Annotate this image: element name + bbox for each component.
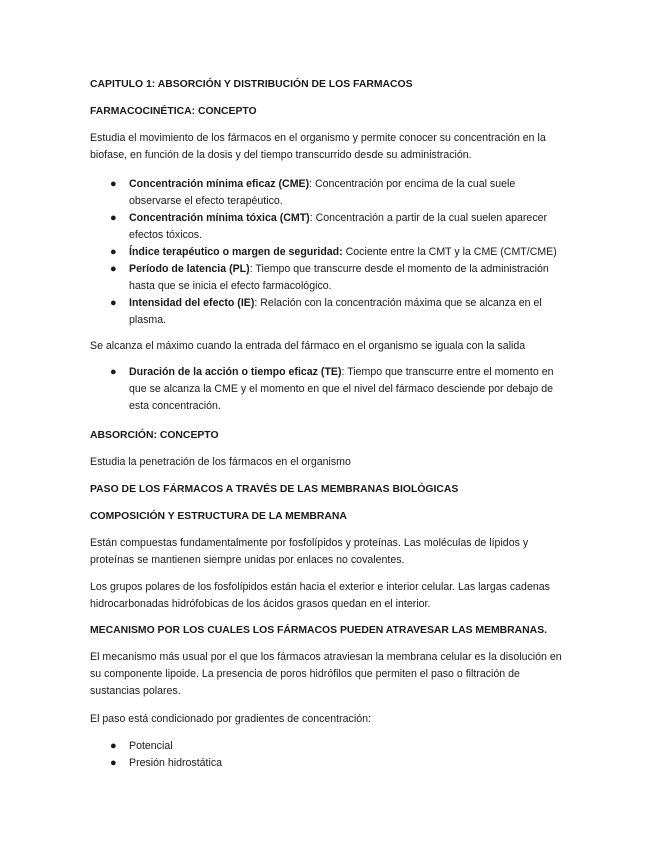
heading-mecanismo: MECANISMO POR LOS CUALES LOS FÁRMACOS PUEDEN ATRAVESAR LAS MEMBRANAS.: [90, 625, 548, 636]
list-item: ● Concentración mínima eficaz (CME): Concentración por encima de la cual suele observarse el efecto terapéutico.: [110, 178, 516, 207]
list-item: ● Concentración mínima tóxica (CMT): Concentración a partir de la cual suelen aparecer efectos tóxicos.: [110, 212, 548, 241]
paragraph-compuestas: Están compuestas fundamentalmente por fosfolípidos y proteínas. Las moléculas de lípidos y proteínas se mantienen siempre unidas por enlaces no covalentes.: [90, 537, 529, 566]
list-item: ● Potencial: [90, 738, 565, 755]
bullet-list-gradientes: [90, 738, 565, 772]
heading-composicion: COMPOSICIÓN Y ESTRUCTURA DE LA MEMBRANA: [90, 511, 347, 522]
bullet-icon: ●: [110, 263, 117, 275]
paragraph-farmacocinetica: Estudia el movimiento de los fármacos en el organismo y permite conocer su concentración en la biofase, en función de la dosis y del tiempo transcurrido desde su administración.: [90, 132, 546, 161]
list-item: ● Período de latencia (PL): Tiempo que transcurre desde el momento de la administración hasta que se inicia el efecto farmacológico.: [110, 263, 549, 292]
heading-paso-membranas: PASO DE LOS FÁRMACOS A TRAVÉS DE LAS MEMBRANAS BIOLÓGICAS: [90, 484, 459, 495]
bullet-icon: ●: [110, 740, 117, 752]
bullet-icon: ●: [110, 366, 117, 378]
bullet-list-concepts: [90, 176, 565, 329]
bullet-icon: ●: [110, 212, 117, 224]
chapter-title: CAPITULO 1: ABSORCIÓN Y DISTRIBUCIÓN DE LOS FARMACOS: [90, 79, 413, 90]
bullet-icon: ●: [110, 757, 117, 769]
bullet-list-duracion: [90, 364, 565, 415]
paragraph-maximo: Se alcanza el máximo cuando la entrada del fármaco en el organismo se iguala con la salida: [90, 340, 526, 352]
paragraph-paso-condicionado: El paso está condicionado por gradientes de concentración:: [90, 713, 371, 725]
heading-farmacocinetica: FARMACOCINÉTICA: CONCEPTO: [90, 106, 257, 117]
paragraph-grupos-polares: Los grupos polares de los fosfolípidos están hacia el exterior e interior celular. Las largas cadenas hidrocarbonadas hidrófobicas de los ácidos grasos quedan en el interior.: [90, 581, 550, 610]
list-item: ● Índice terapéutico o margen de seguridad: Cociente entre la CMT y la CME (CMT/CME): [90, 244, 565, 261]
paragraph-absorcion: Estudia la penetración de los fármacos en el organismo: [90, 456, 351, 468]
heading-absorcion: ABSORCIÓN: CONCEPTO: [90, 430, 219, 441]
bullet-icon: ●: [110, 178, 117, 190]
list-item: ● Duración de la acción o tiempo eficaz (TE): Tiempo que transcurre entre el momento en que se alcanza la CME y el momento en que el nivel del fármaco desciende por debajo de esta concentración.: [110, 366, 554, 412]
bullet-icon: ●: [110, 246, 117, 258]
paragraph-mecanismo: El mecanismo más usual por el que los fármacos atraviesan la membrana celular es la disolución en su componente lipoide. La presencia de poros hidrófilos que permiten el paso o filtración de sustancias polares.: [90, 651, 562, 697]
bullet-icon: ●: [110, 297, 117, 309]
list-item: ● Intensidad del efecto (IE): Relación con la concentración máxima que se alcanza en el plasma.: [110, 297, 542, 326]
list-item: ● Presión hidrostática: [90, 755, 565, 772]
